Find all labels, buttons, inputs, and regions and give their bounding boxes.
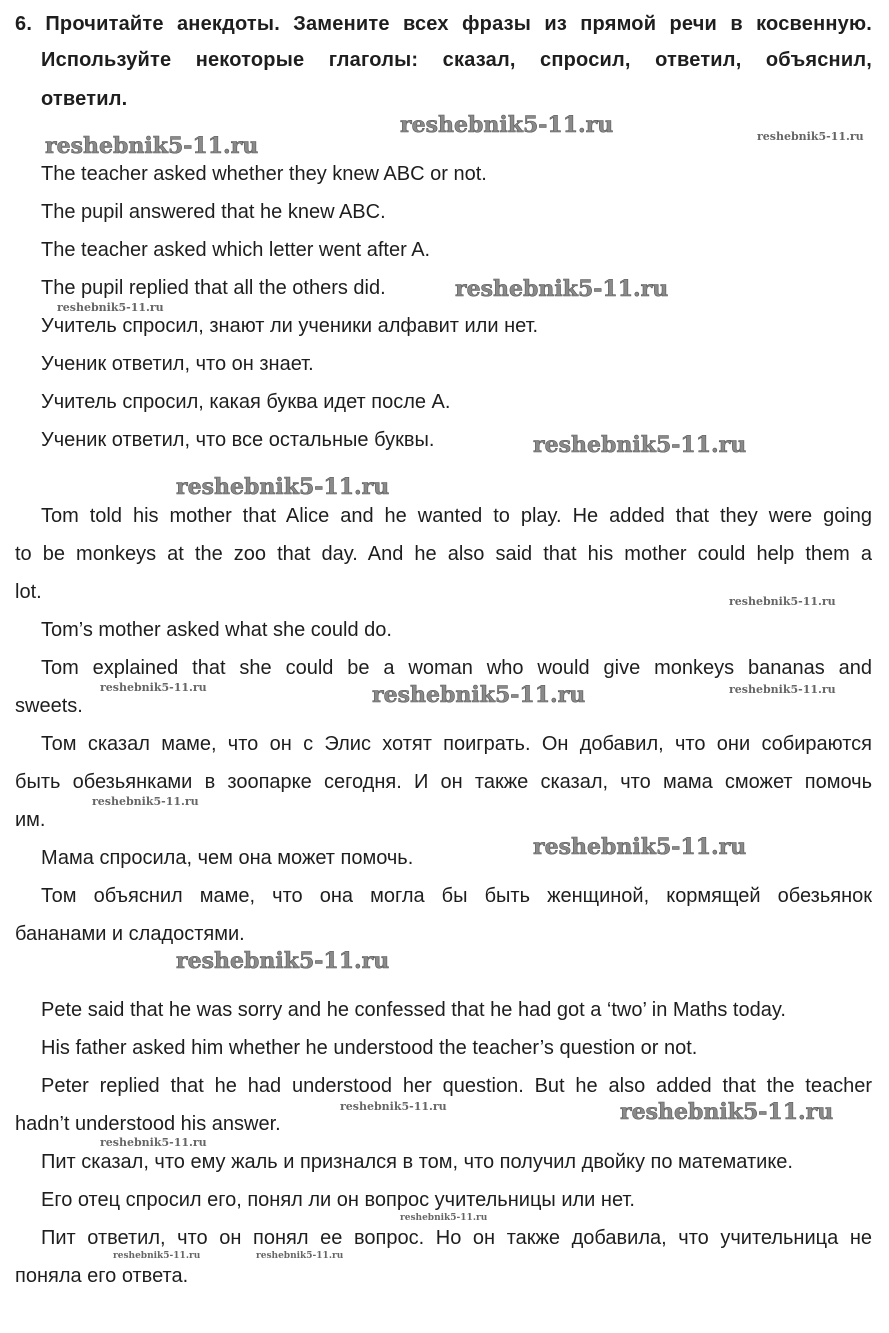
watermark: reshebnik5-11.ru [533, 834, 747, 860]
text-line: Учитель спросил, какая буква идет после А. [41, 391, 451, 413]
text-line: Pete said that he was sorry and he confessed that he had got a ‘two’ in Maths today. [41, 999, 786, 1021]
text-line: Peter replied that he had understood her question. But he also added that the teacher [41, 1075, 872, 1097]
text-line: The pupil replied that all the others did. [41, 277, 386, 299]
text-line: hadn’t understood his answer. [15, 1113, 281, 1135]
text-line: sweets. [15, 695, 83, 717]
watermark: reshebnik5-11.ru [176, 474, 390, 500]
watermark: reshebnik5-11.ru [45, 133, 259, 159]
text-line: Ученик ответил, что все остальные буквы. [41, 429, 435, 451]
watermark: reshebnik5-11.ru [92, 795, 199, 808]
watermark: reshebnik5-11.ru [57, 301, 164, 314]
text-line: Мама спросила, чем она может помочь. [41, 847, 414, 869]
text-line: Том сказал маме, что он с Элис хотят поиграть. Он добавил, что они собираются [41, 733, 872, 755]
text-line: Пит сказал, что ему жаль и признался в том, что получил двойку по математике. [41, 1151, 793, 1173]
text-line: His father asked him whether he understood the teacher’s question or not. [41, 1037, 698, 1059]
text-line: to be monkeys at the zoo that day. And he also said that his mother could help them a [15, 543, 872, 565]
text-line: бананами и сладостями. [15, 923, 245, 945]
text-line: Том объяснил маме, что она могла бы быть женщиной, кормящей обезьянок [41, 885, 872, 907]
watermark: reshebnik5-11.ru [729, 595, 836, 608]
text-line: The teacher asked which letter went after A. [41, 239, 431, 261]
text-line: поняла его ответа. [15, 1265, 189, 1287]
watermark: reshebnik5-11.ru [620, 1099, 834, 1125]
watermark: reshebnik5-11.ru [455, 276, 669, 302]
task-line: Используйте некоторые глаголы: сказал, спросил, ответил, объяснил, [41, 49, 872, 71]
text-line: Tom explained that she could be a woman who would give monkeys bananas and [41, 657, 872, 679]
text-line: быть обезьянками в зоопарке сегодня. И он также сказал, что мама сможет помочь [15, 771, 872, 793]
text-line: Ученик ответил, что он знает. [41, 353, 314, 375]
text-line: Tom’s mother asked what she could do. [41, 619, 392, 641]
watermark: reshebnik5-11.ru [729, 683, 836, 696]
watermark: reshebnik5-11.ru [113, 1251, 201, 1261]
task-line: ответил. [41, 88, 128, 110]
text-line: Учитель спросил, знают ли ученики алфавит или нет. [41, 315, 539, 337]
text-line: lot. [15, 581, 42, 603]
watermark: reshebnik5-11.ru [533, 432, 747, 458]
text-line: им. [15, 809, 46, 831]
watermark: reshebnik5-11.ru [400, 1213, 488, 1223]
text-line: The pupil answered that he knew ABC. [41, 201, 386, 223]
watermark: reshebnik5-11.ru [256, 1251, 344, 1261]
task-line: 6. Прочитайте анекдоты. Замените всех фразы из прямой речи в косвенную. [15, 13, 872, 35]
text-line: Пит ответил, что он понял ее вопрос. Но он также добавила, что учительница не [41, 1227, 872, 1249]
text-line: The teacher asked whether they knew ABC or not. [41, 163, 487, 185]
watermark: reshebnik5-11.ru [176, 948, 390, 974]
text-line: Его отец спросил его, понял ли он вопрос учительницы или нет. [41, 1189, 635, 1211]
watermark: reshebnik5-11.ru [400, 112, 614, 138]
watermark: reshebnik5-11.ru [340, 1100, 447, 1113]
watermark: reshebnik5-11.ru [100, 681, 207, 694]
watermark: reshebnik5-11.ru [757, 130, 864, 143]
text-line: Tom told his mother that Alice and he wanted to play. He added that they were going [41, 505, 872, 527]
watermark: reshebnik5-11.ru [372, 682, 586, 708]
watermark: reshebnik5-11.ru [100, 1136, 207, 1149]
